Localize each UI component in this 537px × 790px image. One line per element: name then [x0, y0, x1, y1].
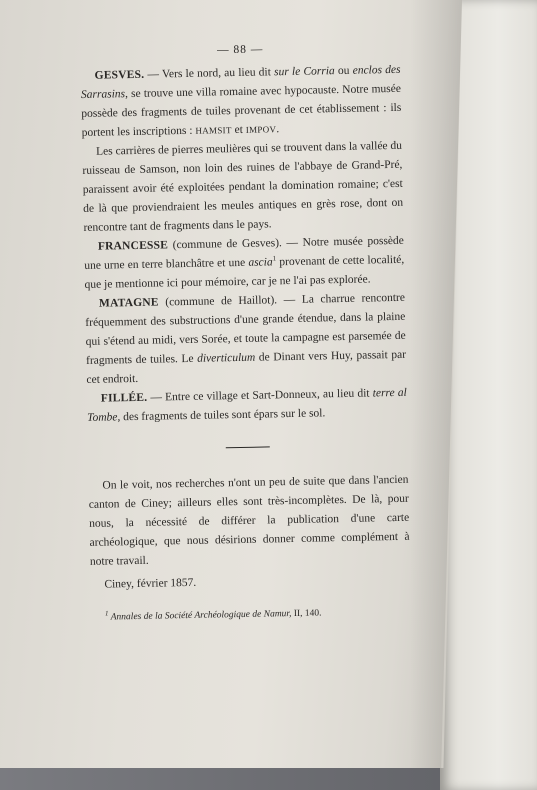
footnote-marker: 1	[272, 254, 277, 263]
entry-matagne	[85, 289, 407, 390]
entry-heading: FRANCESSE	[97, 239, 169, 253]
place-name: sur le Corria	[273, 65, 335, 79]
footnote-marker: 1	[104, 609, 109, 618]
entry-text: ou	[334, 64, 353, 78]
term: diverticulum	[197, 351, 256, 365]
page-text	[80, 38, 411, 628]
entry-fillee	[87, 384, 408, 428]
artifact-name: ascia	[248, 256, 273, 269]
entry-text: et	[231, 123, 246, 137]
entry-text: (commune de Haillot). — La charrue rencontre fréquemment des substructions d'une grande étendue, dans la plaine qui s'étend au midi, vers Sorée, et toute la campagne est parsemée de fragments de tuiles. Le	[85, 291, 406, 367]
entry-text: provenant de cette localité, que je mentionne ici pour mémoire, car je ne l'ai pas explorée.	[84, 253, 405, 291]
entry-text: de Dinant vers Huy, passait par cet endroit.	[86, 348, 407, 386]
entry-heading: FILLÉE.	[100, 391, 148, 405]
entry-text: .	[276, 123, 280, 136]
place-name: terre al Tombe	[87, 386, 407, 424]
place-name: enclos des Sarrasins	[80, 63, 401, 101]
entry-text: — Entre ce village et Sart-Donneux, au lieu dit	[147, 387, 373, 404]
entry-text: , se trouve une villa romaine avec hypocauste. Notre musée possède des fragments de tuiles provenant de cet établissement : ils portent les inscriptions :	[81, 82, 402, 139]
entry-heading: MATAGNE	[98, 296, 159, 310]
footnote-ref: II, 140.	[293, 608, 322, 619]
entry-text: (commune de Gesves). — Notre musée possède une urne en terre blanchâtre et une	[84, 234, 404, 272]
entry-heading: GESVES.	[94, 68, 145, 82]
entry-text: — Vers le nord, au lieu dit	[144, 66, 275, 81]
entry-francesse	[84, 232, 405, 295]
footnote-text: Annales de la Société Archéologique de Namur,	[108, 609, 294, 623]
section-divider	[226, 446, 270, 448]
entry-text: Les carrières de pierres meulières qui se trouvent dans la vallée du ruisseau de Samson, non loin des ruines de l'abbaye de Grand-Pré, paraissent avoir été exploitées pendant la domination romaine; c'est de là que proviendraient les meules antiques en grès rose, dont on rencontre tant de fragments dans le pays.	[82, 139, 404, 234]
signoff-date: Ciney, février 1857.	[104, 576, 197, 591]
inscription: IMPOV	[245, 124, 277, 135]
entry-gesves	[80, 61, 401, 143]
page-number: — 88 —	[216, 43, 264, 57]
entry-carrieres	[82, 137, 404, 238]
entry-text: , des fragments de tuiles sont épars sur le sol.	[117, 407, 326, 424]
inscription: HAMSIT	[195, 125, 232, 136]
conclusion-paragraph: On le voit, nos recherches n'ont un peu de suite que dans l'ancien canton de Ciney; ailleurs elles sont très-incomplètes. De là, pour nous, la nécessité de différer la publication d'une carte archéologique, que nous désirions donner comme complément à notre travail.	[88, 473, 410, 568]
